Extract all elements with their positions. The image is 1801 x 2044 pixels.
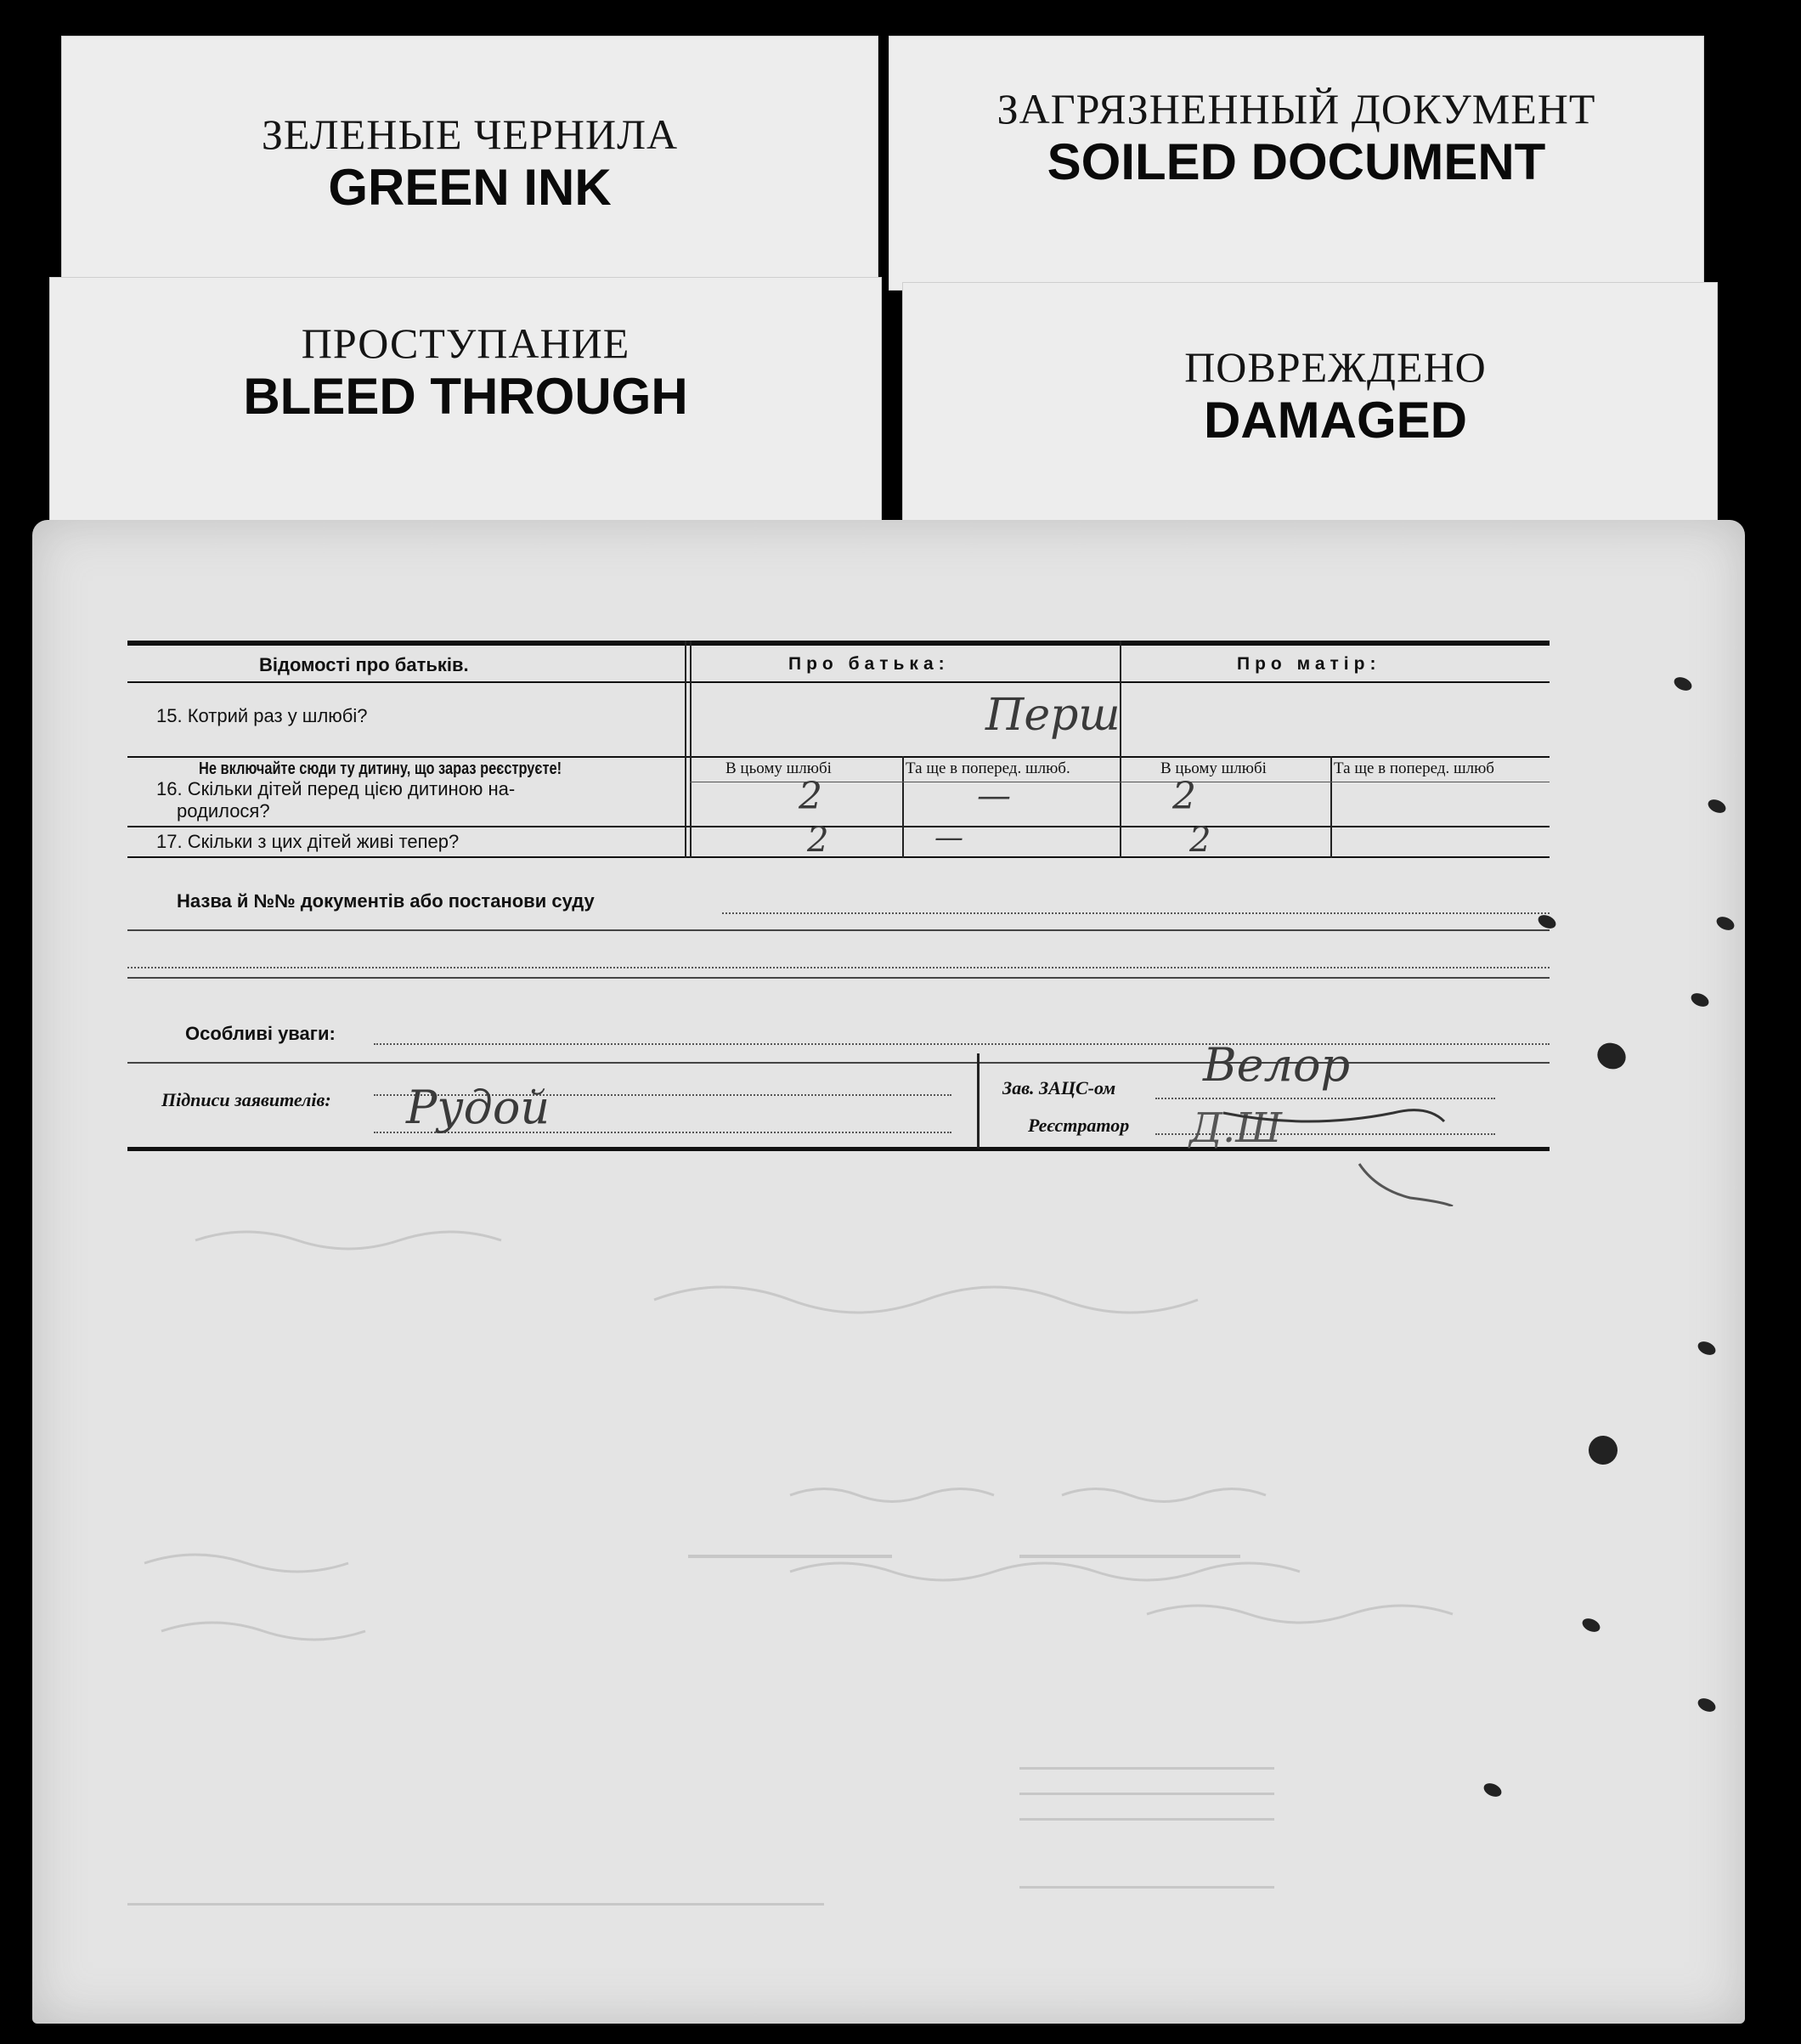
documents-label: Назва й №№ документів або постанови суду: [177, 890, 595, 912]
applicant-signatures-label: Підписи заявителів:: [161, 1089, 331, 1110]
soiled-document-en: SOILED DOCUMENT: [1047, 133, 1546, 190]
registrar-label: Реєстратор: [1028, 1115, 1130, 1136]
subheader-father-current: В цьому шлюбі: [725, 759, 832, 777]
bleed-through-texture: [127, 1172, 1572, 1937]
subheader-mother-previous: Та ще в поперед. шлюб: [1334, 759, 1494, 777]
question-16-line1: 16. Скільки дітей перед цією дитиною на-: [156, 778, 516, 799]
exclude-note: Не включайте сюди ту дитину, що зараз реєструєте!: [199, 759, 562, 778]
handwritten-q16-mother: 2: [1172, 775, 1196, 818]
bleed-through-card: [49, 277, 882, 549]
signature-flourish: [1189, 1036, 1461, 1206]
header-father: Про батька:: [788, 654, 950, 674]
header-mother: Про матір:: [1237, 654, 1381, 674]
applicant-signature: Рудой: [406, 1081, 550, 1134]
damaged-en: DAMAGED: [1204, 392, 1467, 449]
bleed-through-en: BLEED THROUGH: [243, 368, 688, 425]
damaged-card: [902, 282, 1718, 545]
question-16-line2: родилося?: [177, 800, 270, 822]
handwritten-q17-father: 2: [807, 821, 829, 860]
question-17: 17. Скільки з цих дітей живі тепер?: [156, 831, 460, 852]
head-of-registry-label: Зав. ЗАЦС-ом: [1002, 1077, 1116, 1098]
green-ink-card: [61, 36, 878, 291]
question-15: 15. Котрий раз у шлюбі?: [156, 705, 368, 726]
subheader-father-previous: Та ще в поперед. шлюб.: [906, 759, 1070, 777]
header-parents-info: Відомості про батьків.: [259, 654, 469, 675]
soiled-document-ru: ЗАГРЯЗНЕННЫЙ ДОКУМЕНТ: [996, 85, 1596, 133]
subheader-mother-current: В цьому шлюбі: [1160, 759, 1267, 777]
handwritten-q17-mother: 2: [1189, 821, 1211, 860]
handwritten-q16-father-prev: —: [977, 776, 1011, 816]
head-signature: Велор: [1203, 1038, 1351, 1092]
handwritten-q16-father: 2: [799, 775, 822, 818]
handwritten-q17-father-prev: —: [934, 821, 963, 855]
damaged-ru: ПОВРЕЖДЕНО: [1184, 343, 1487, 391]
handwritten-q15-father: Перш: [985, 690, 1121, 741]
soiled-document-card: [889, 36, 1704, 291]
green-ink-en: GREEN INK: [328, 159, 612, 216]
bleed-through-ru: ПРОСТУПАНИЕ: [301, 319, 630, 367]
green-ink-ru: ЗЕЛЕНЫЕ ЧЕРНИЛА: [261, 110, 679, 158]
remarks-label: Особливі уваги:: [185, 1023, 336, 1044]
registrar-signature: Д.Ш: [1189, 1104, 1283, 1152]
